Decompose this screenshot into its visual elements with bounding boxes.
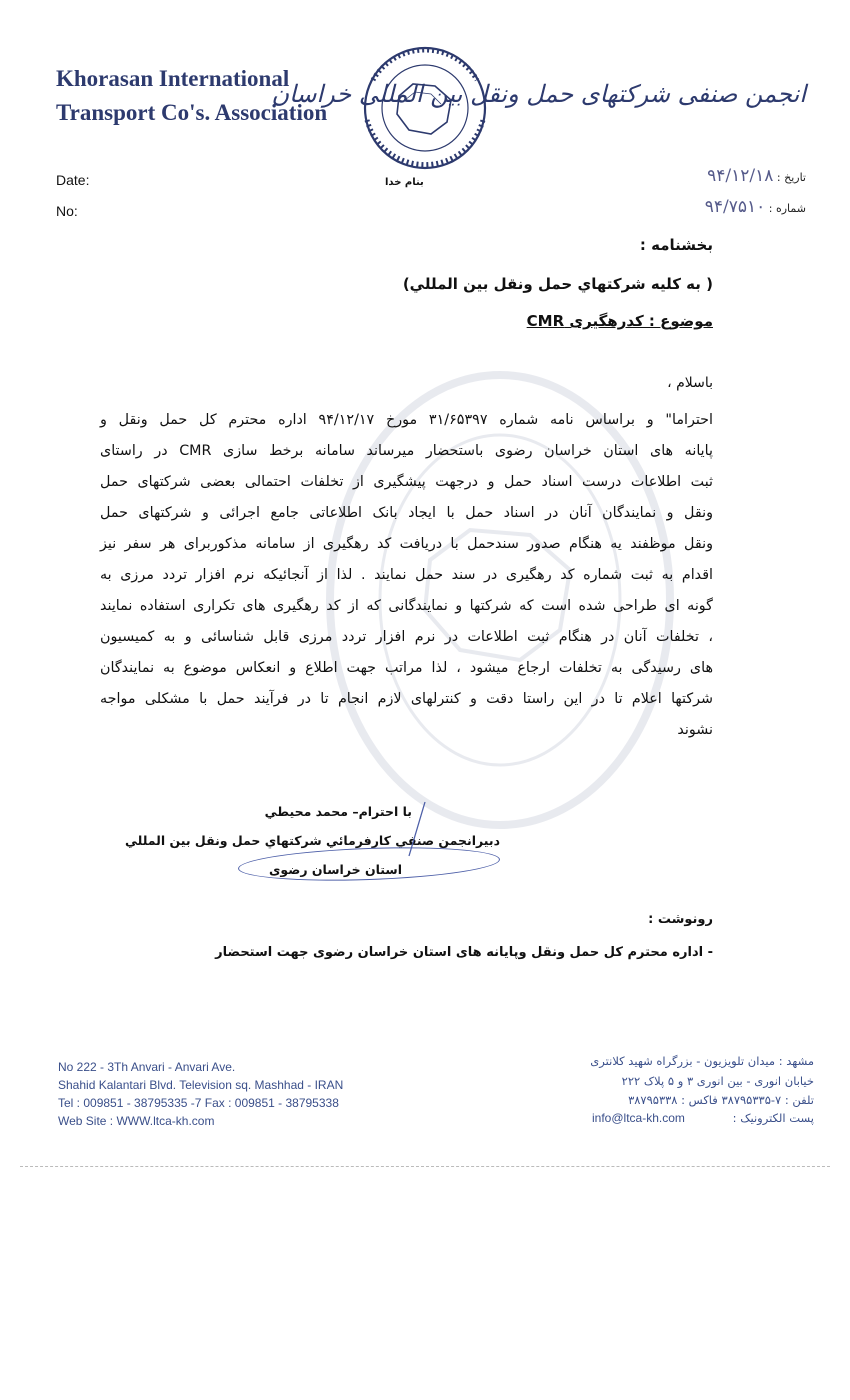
cc-item: - اداره محترم کل حمل ونقل وپایانه های استان خراسان رضوی جهت استحضار: [215, 945, 713, 960]
footer-address-fa-line1: مشهد : میدان تلویزیون - بزرگراه شهید کلانتری: [590, 1054, 814, 1068]
body-line: احتراما" و براساس نامه شماره ۳۱/۶۵۳۹۷ مورخ ۹۴/۱۲/۱۷ اداره محترم کل حمل ونقل و: [100, 412, 713, 428]
body-line: های رسیدگی به تخلفات ارجاع میشود ، لذا مراتب جهت اطلاع و انعکاس موضوع به نمایندگان: [100, 660, 713, 676]
body-line: پایانه های استان خراسان رضوی باستحضار میرساند سامانه برخط سازی CMR در راستای: [100, 443, 714, 459]
cc-label: رونوشت :: [648, 912, 713, 927]
circular-heading: بخشنامه :: [639, 236, 713, 254]
date-field: [707, 166, 806, 186]
recipients-line: ( به کلیه شرکتهاي حمل ونقل بین المللي): [402, 275, 713, 293]
footer-address-line2: Shahid Kalantari Blvd. Television sq. Mashhad - IRAN: [58, 1078, 344, 1092]
body-line: شرکتها اعلام تا در این راستا دقت و کنترلهای لازم انجام تا در فرآیند حمل با مشکلی مواجه: [100, 691, 713, 707]
org-name-en-line1: Khorasan International: [56, 66, 290, 91]
body-line: ، تخلفات آنان در هنگام ثبت اطلاعات در نرم افزار تردد مرزی قابل شناسائی و به کمیسیون: [100, 629, 713, 645]
number-field: [705, 197, 806, 217]
footer-email-fa: [733, 1111, 814, 1125]
greeting: باسلام ،: [667, 375, 713, 391]
body-line: اقدام به ثبت شماره کد رهگیری در سند حمل نمایند . لذا از آنجائیکه نرم افزار تردد مرزی به: [100, 567, 713, 583]
footer-divider: [20, 1166, 830, 1167]
association-seal-logo: [355, 40, 495, 180]
number-label: No:: [56, 203, 78, 219]
body-line: ونقل و نمایندگان آنان در اسناد حمل با ایجاد بانک اطلاعاتی جامع اجرائی و شرکتهای حمل: [100, 505, 713, 521]
footer-address-fa-line2: خیابان انوری - بین انوری ۳ و ۵ پلاک ۲۲۲: [621, 1074, 814, 1088]
footer-address-line1: No 222 - 3Th Anvari - Anvari Ave.: [58, 1060, 236, 1074]
org-name-fa: انجمن صنفی شرکتهای حمل ونقل بین المللی خراسان: [271, 80, 806, 108]
body-line: ثبت اطلاعات درست اسناد حمل و درجهت پیشگیری از تخلفات احتمالی بعضی شرکتهای حمل: [100, 474, 713, 490]
footer-phone-fax: Tel : 009851 - 38795335 -7 Fax : 009851 - 38795338: [58, 1096, 339, 1110]
number-value: ۹۴/۷۵۱۰: [704, 197, 766, 217]
seal-caption: بنام خدا: [385, 177, 424, 188]
number-label-fa: شماره :: [768, 202, 806, 215]
signature-stroke: [395, 800, 435, 860]
signature-province: استان خراسان رضوی: [268, 862, 402, 877]
signature-closing: با احترام– محمد محیطي: [264, 804, 412, 819]
handwritten-signature: [238, 843, 501, 884]
footer-website: Web Site : WWW.ltca-kh.com: [58, 1114, 215, 1128]
body-line: گونه ای طراحی شده است که شرکتها و نمایندگانی که از کد رهگیری های تکراری استفاده نمایند: [100, 598, 713, 614]
date-label-fa: تاریخ :: [776, 171, 806, 184]
footer-phone-fa: تلفن : ۷-۳۸۷۹۵۳۳۵ فاکس : ۳۸۷۹۵۳۳۸: [628, 1093, 814, 1107]
signature-title: دبیرانجمن صنفي کارفرمائي شرکتهاي حمل ونقل بین المللي: [124, 833, 500, 848]
body-line: ونقل موظفند یه هنگام صدور سندحمل با دریافت کد رهگیری از سامانه مذکوربرای هر سفر نیز: [100, 536, 713, 552]
letter-body: [100, 405, 713, 746]
date-label: Date:: [56, 172, 90, 188]
footer-email-label: پست الکترونیک :: [732, 1111, 814, 1125]
subject-line: موضوع : کدرهگیری CMR: [526, 312, 713, 330]
org-name-en-line2: Transport Co's. Association: [56, 100, 328, 125]
body-line: نشوند: [677, 722, 713, 738]
footer-email: info@ltca-kh.com: [592, 1111, 685, 1125]
date-value: ۹۴/۱۲/۱۸: [707, 166, 774, 186]
